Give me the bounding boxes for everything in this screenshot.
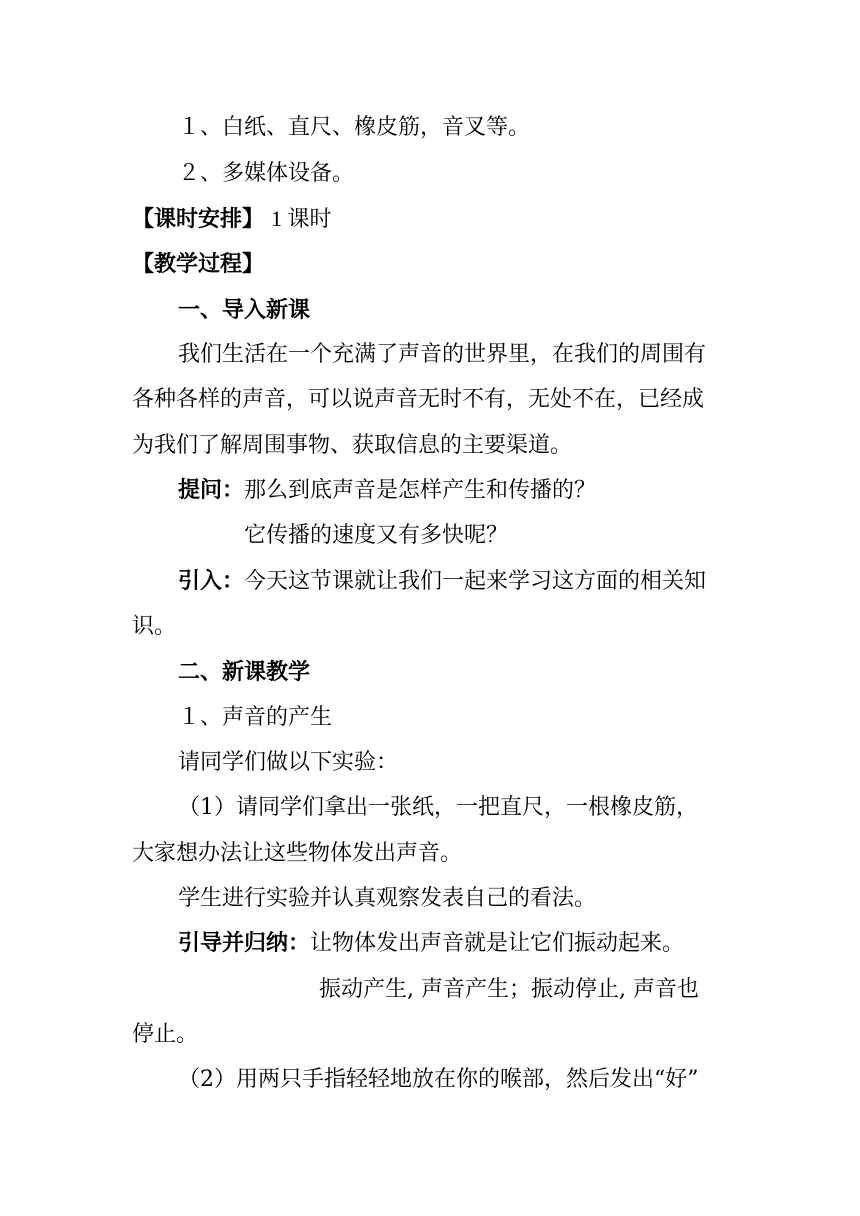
experiment-1-line: （1）请同学们拿出一张纸，一把直尺，一根橡皮筋， <box>178 795 698 820</box>
subsection-title: １、声音的产生 <box>178 705 333 730</box>
schedule-value: 1 课时 <box>271 206 332 231</box>
intro-line <box>178 567 706 597</box>
section1-title: 一、导入新课 <box>178 297 311 323</box>
guide-text-2: 振动产生, 声音产生；振动停止, 声音也 <box>319 977 699 1002</box>
intro-text: 今天这节课就让我们一起来学习这方面的相关知 <box>244 569 707 594</box>
section2-title: 二、新课教学 <box>178 659 311 685</box>
guide-label: 引导并归纳： <box>178 931 311 956</box>
paragraph-line: 我们生活在一个充满了声音的世界里，在我们的周围有 <box>178 342 707 367</box>
guide-text-3: 停止。 <box>132 1022 199 1047</box>
experiment-2-line: （2）用两只手指轻轻地放在你的喉部，然后发出“好” <box>178 1067 699 1092</box>
question-text-2: 它传播的速度又有多快呢？ <box>244 523 509 548</box>
paragraph-line: 各种各样的声音，可以说声音无时不有，无处不在，已经成 <box>132 387 705 412</box>
question-text: 那么到底声音是怎样产生和传播的？ <box>244 478 597 503</box>
intro-text-2: 识。 <box>132 614 177 639</box>
experiment-prompt: 请同学们做以下实验： <box>178 750 399 775</box>
schedule-line <box>132 204 332 234</box>
question-label: 提问： <box>178 478 245 503</box>
guide-line <box>178 929 684 959</box>
experiment-1-line: 大家想办法让这些物体发出声音。 <box>132 841 463 866</box>
schedule-heading: 【课时安排】 <box>132 206 265 232</box>
process-heading: 【教学过程】 <box>132 251 265 277</box>
materials-item-1: １、白纸、直尺、橡皮筋，音叉等。 <box>178 115 531 140</box>
observe-line: 学生进行实验并认真观察发表自己的看法。 <box>178 886 597 911</box>
guide-text: 让物体发出声音就是让它们振动起来。 <box>310 931 685 956</box>
question-line <box>178 476 596 506</box>
materials-item-2: ２、多媒体设备。 <box>178 161 355 186</box>
paragraph-line: 为我们了解周围事物、获取信息的主要渠道。 <box>132 433 573 458</box>
intro-label: 引入： <box>178 569 245 594</box>
